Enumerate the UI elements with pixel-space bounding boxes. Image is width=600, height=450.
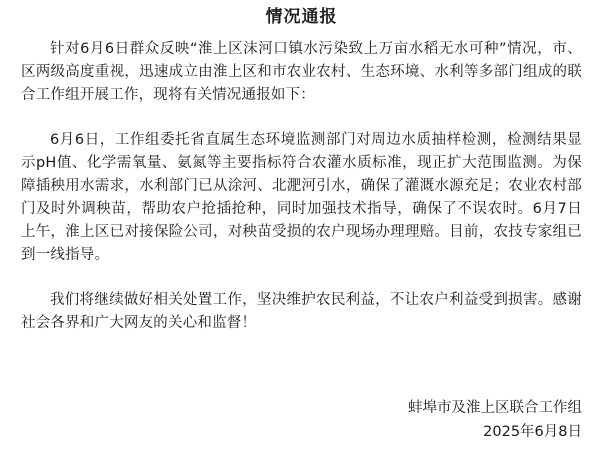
notice-title: 情况通报 [265, 7, 338, 27]
issuer-name: 蚌埠市及淮上区联合工作组 [408, 400, 582, 416]
signature-block [408, 396, 582, 444]
closing-paragraph: 我们将继续做好相关处置工作，坚决维护农民利益，不让农户利益受到损害。感谢社会各界和广大网友的关心和监督！ [21, 292, 582, 331]
issue-date: 2025年6月8日 [483, 424, 582, 440]
detail-paragraph: 6月6日，工作组委托省直属生态环境监测部门对周边水质抽样检测，检测结果显示pH值、化学需氧量、氨氮等主要指标符合农灌水质标准，现正扩大范围监测。为保障插秧用水需求，水利部门已从涂河、北淝河引水，确保了灌溉水源充足；农业农村部门及时外调秧苗，帮助农户抢插抢种，同时加强技术指导，确保了不误农时。6月7日上午，淮上区已对接保险公司，对秧苗受损的农户现场办理理赔。目前，农技专家组已到一线指导。 [21, 132, 582, 263]
intro-paragraph: 针对6月6日群众反映“淮上区沫河口镇水污染致上万亩水稻无水可种”情况，市、区两级高度重视，迅速成立由淮上区和市农业农村、生态环境、水利等多部门组成的联合工作组开展工作，现将有关情况通报如下： [21, 41, 582, 103]
